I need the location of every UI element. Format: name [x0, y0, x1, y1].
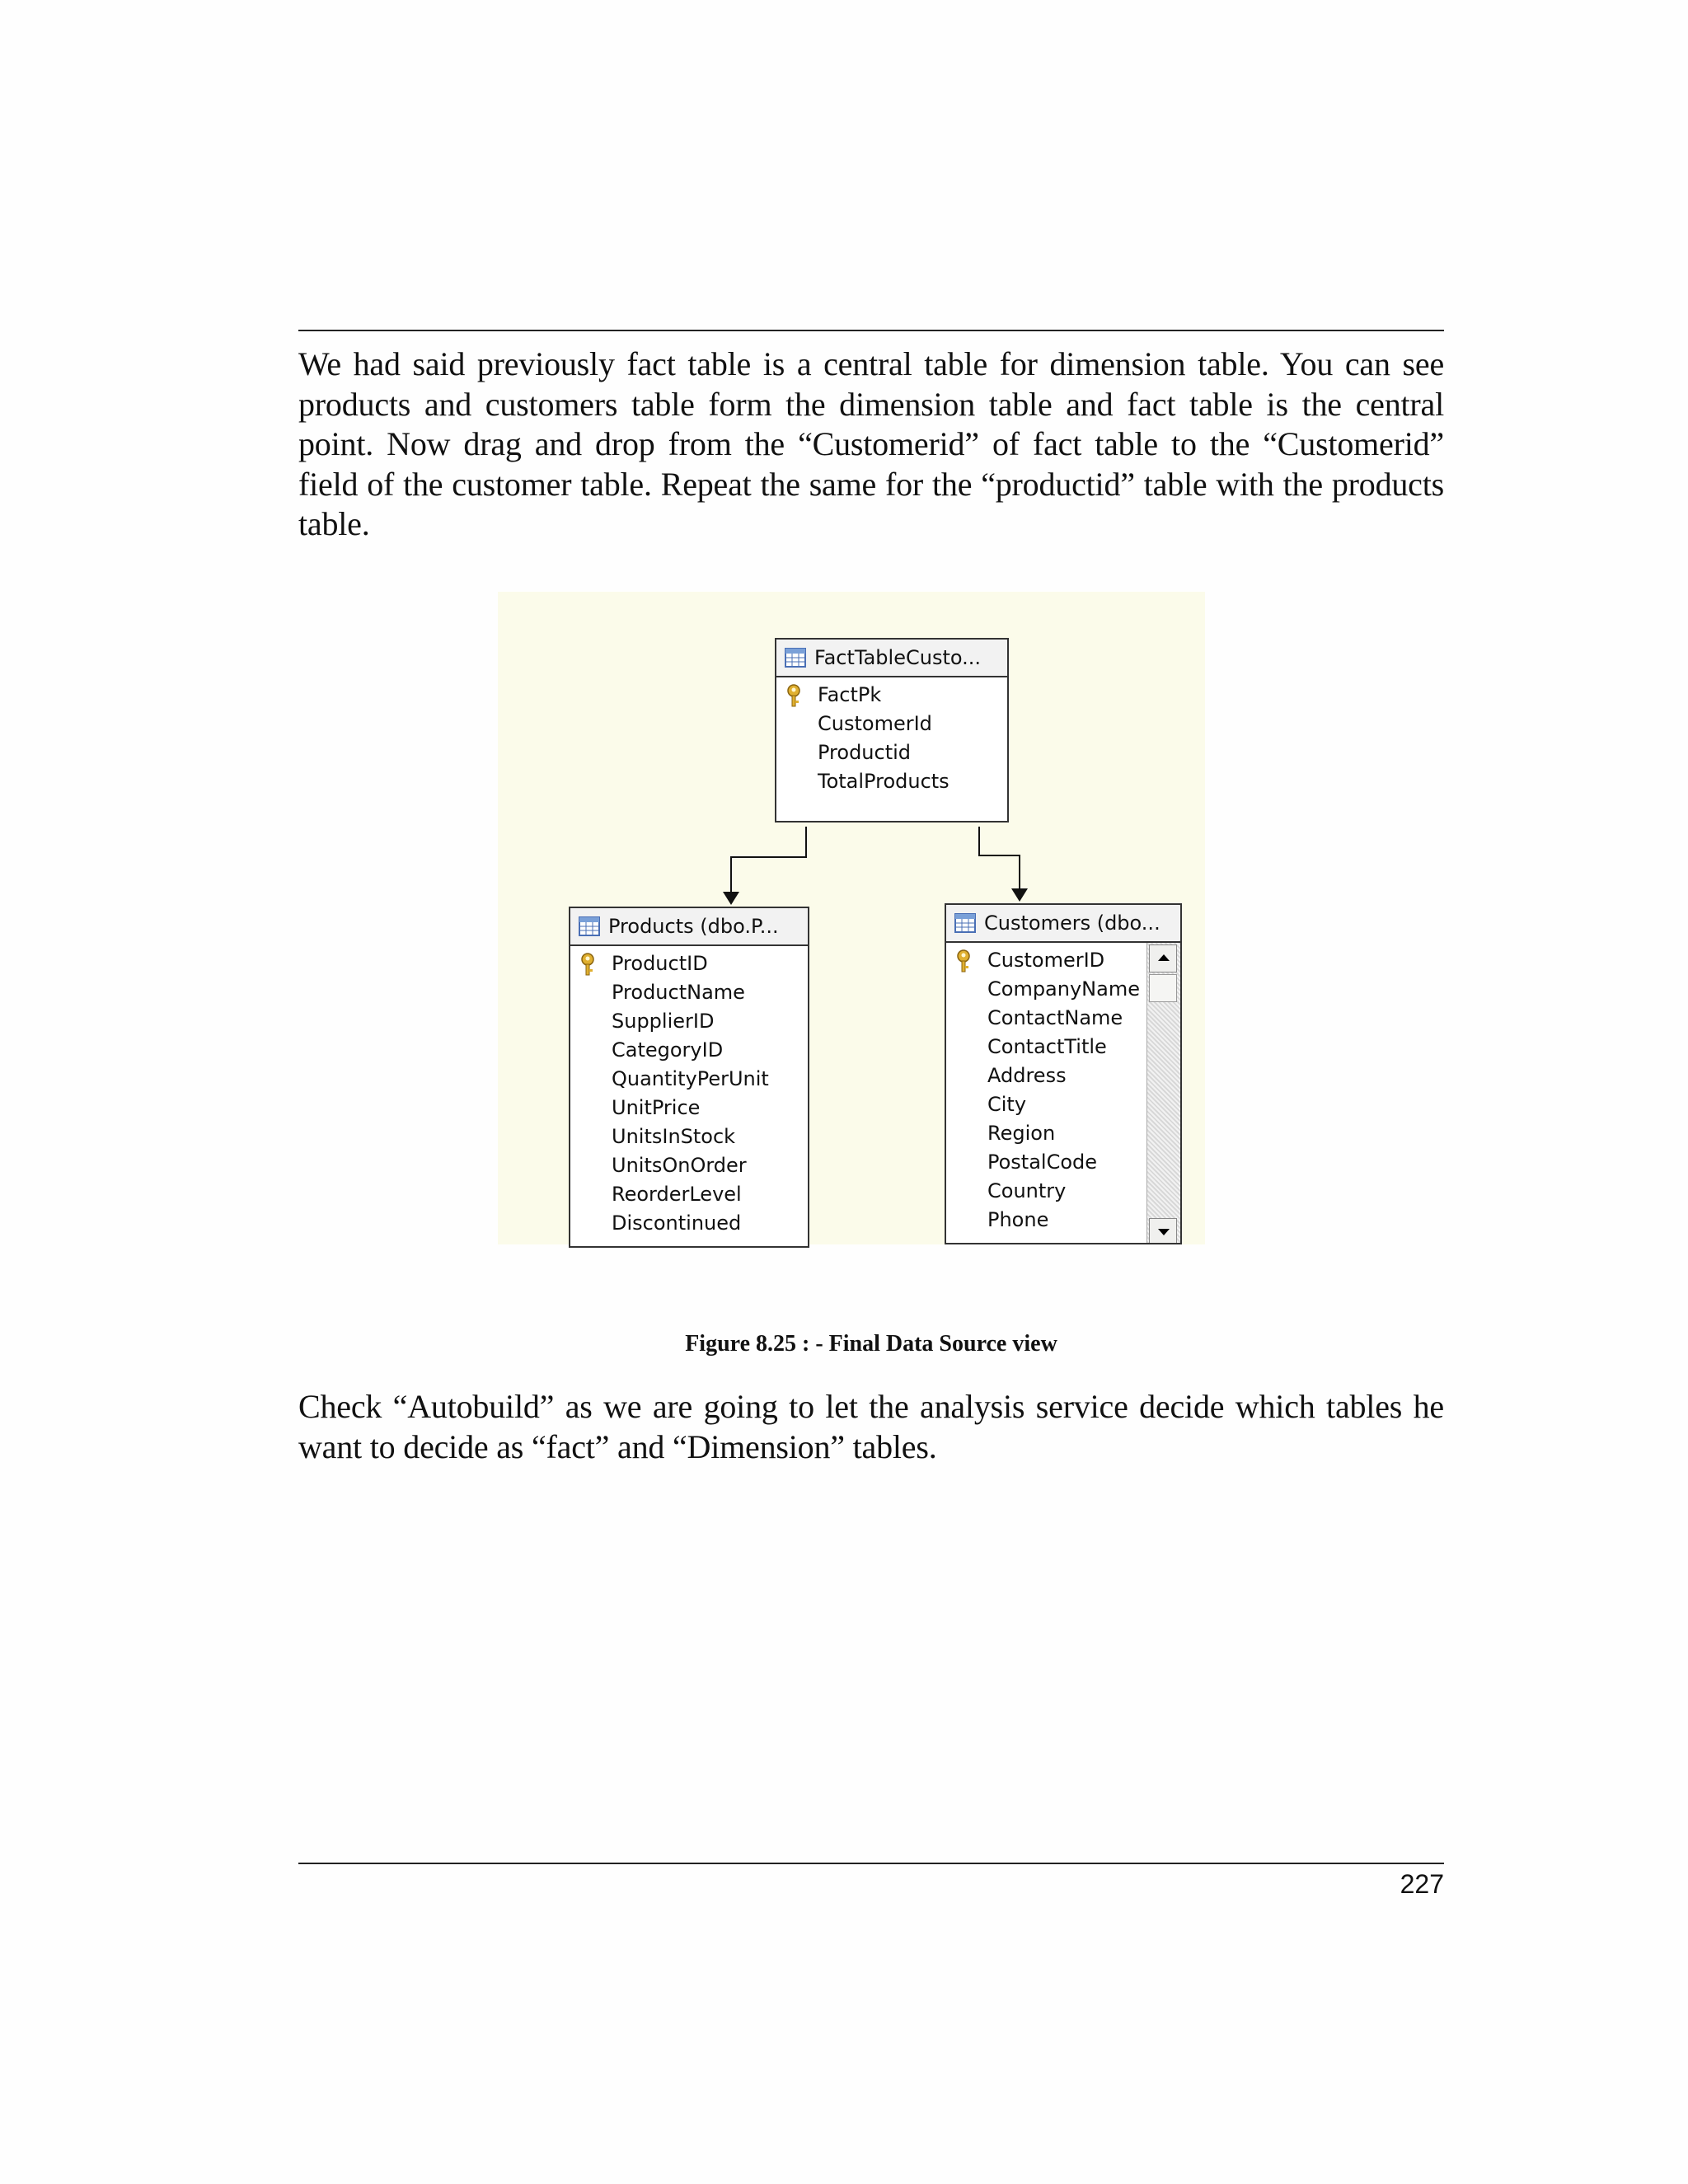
- customers-column-row[interactable]: City: [987, 1093, 1027, 1116]
- header-rule: [298, 330, 1444, 331]
- products-column-row[interactable]: UnitsInStock: [612, 1125, 736, 1148]
- customers-column-row[interactable]: CompanyName: [987, 977, 1140, 1001]
- products-column-row[interactable]: Discontinued: [612, 1212, 742, 1235]
- products-column-row[interactable]: UnitsOnOrder: [612, 1154, 747, 1177]
- key-icon: [785, 684, 803, 707]
- customers-column-row[interactable]: Region: [987, 1122, 1056, 1145]
- table-icon: [579, 916, 600, 936]
- customers-column-row[interactable]: Phone: [987, 1208, 1049, 1231]
- table-icon: [785, 648, 806, 668]
- products-column-row[interactable]: ReorderLevel: [612, 1183, 742, 1206]
- customers-column-row[interactable]: PostalCode: [987, 1151, 1098, 1174]
- products-column-row[interactable]: ProductName: [612, 981, 745, 1004]
- products-column-row[interactable]: ProductID: [570, 949, 808, 978]
- customers-table-title: Customers (dbo...: [984, 912, 1160, 935]
- products-column-row[interactable]: UnitPrice: [612, 1096, 701, 1119]
- products-table-title: Products (dbo.P...: [608, 915, 779, 938]
- fact-table-title: FactTableCusto...: [814, 646, 982, 669]
- body-paragraph-2: Check “Autobuild” as we are going to let the analysis service decide which tables he want to decide as “fact” and “Dimension” tables.: [298, 1388, 1444, 1465]
- fact-to-customers-connector: [979, 827, 1020, 895]
- table-icon: [954, 913, 976, 933]
- page-number: 227: [1400, 1869, 1444, 1899]
- fact-column-row[interactable]: Productid: [818, 741, 912, 764]
- customers-scrollbar[interactable]: [1146, 943, 1180, 1244]
- customers-arrowhead: [1011, 888, 1028, 902]
- products-table-box[interactable]: [569, 907, 809, 1248]
- customers-column-row[interactable]: Country: [987, 1179, 1067, 1202]
- customers-column-row[interactable]: ContactTitle: [987, 1035, 1107, 1058]
- scroll-up-arrow-icon[interactable]: [1149, 944, 1177, 972]
- key-icon: [579, 953, 597, 976]
- scroll-down-arrow-icon[interactable]: [1149, 1218, 1177, 1244]
- products-arrowhead: [723, 892, 739, 905]
- fact-to-products-connector: [731, 827, 806, 898]
- fact-column-row[interactable]: CustomerId: [818, 712, 932, 735]
- footer-rule: [298, 1863, 1444, 1864]
- customers-column-row[interactable]: Address: [987, 1064, 1067, 1087]
- data-source-view-diagram: [498, 592, 1205, 1244]
- key-icon: [954, 949, 973, 972]
- products-column-row[interactable]: SupplierID: [612, 1010, 715, 1033]
- products-table-header[interactable]: [570, 908, 808, 946]
- products-column-row[interactable]: QuantityPerUnit: [612, 1067, 769, 1090]
- body-paragraph-1: We had said previously fact table is a central table for dimension table. You can see products and customers table form the dimension table and fact table is the central point. Now drag and drop from the “Customerid” of fact table to the “Customerid” field of the customer table. Repeat the same for the “productid” table with the products table.: [298, 345, 1444, 542]
- scroll-thumb[interactable]: [1149, 974, 1177, 1002]
- fact-table-box[interactable]: [775, 638, 1009, 823]
- customers-column-row[interactable]: CustomerID: [946, 946, 1180, 975]
- figure-caption: Figure 8.25 : - Final Data Source view: [685, 1331, 1057, 1357]
- customers-table-box[interactable]: [945, 903, 1182, 1244]
- fact-column-row[interactable]: TotalProducts: [818, 770, 950, 793]
- products-column-row[interactable]: CategoryID: [612, 1038, 724, 1062]
- customers-table-header[interactable]: [946, 905, 1180, 943]
- fact-table-header[interactable]: [776, 640, 1007, 677]
- fact-column-row[interactable]: FactPk: [776, 681, 1007, 710]
- customers-column-row[interactable]: ContactName: [987, 1006, 1123, 1029]
